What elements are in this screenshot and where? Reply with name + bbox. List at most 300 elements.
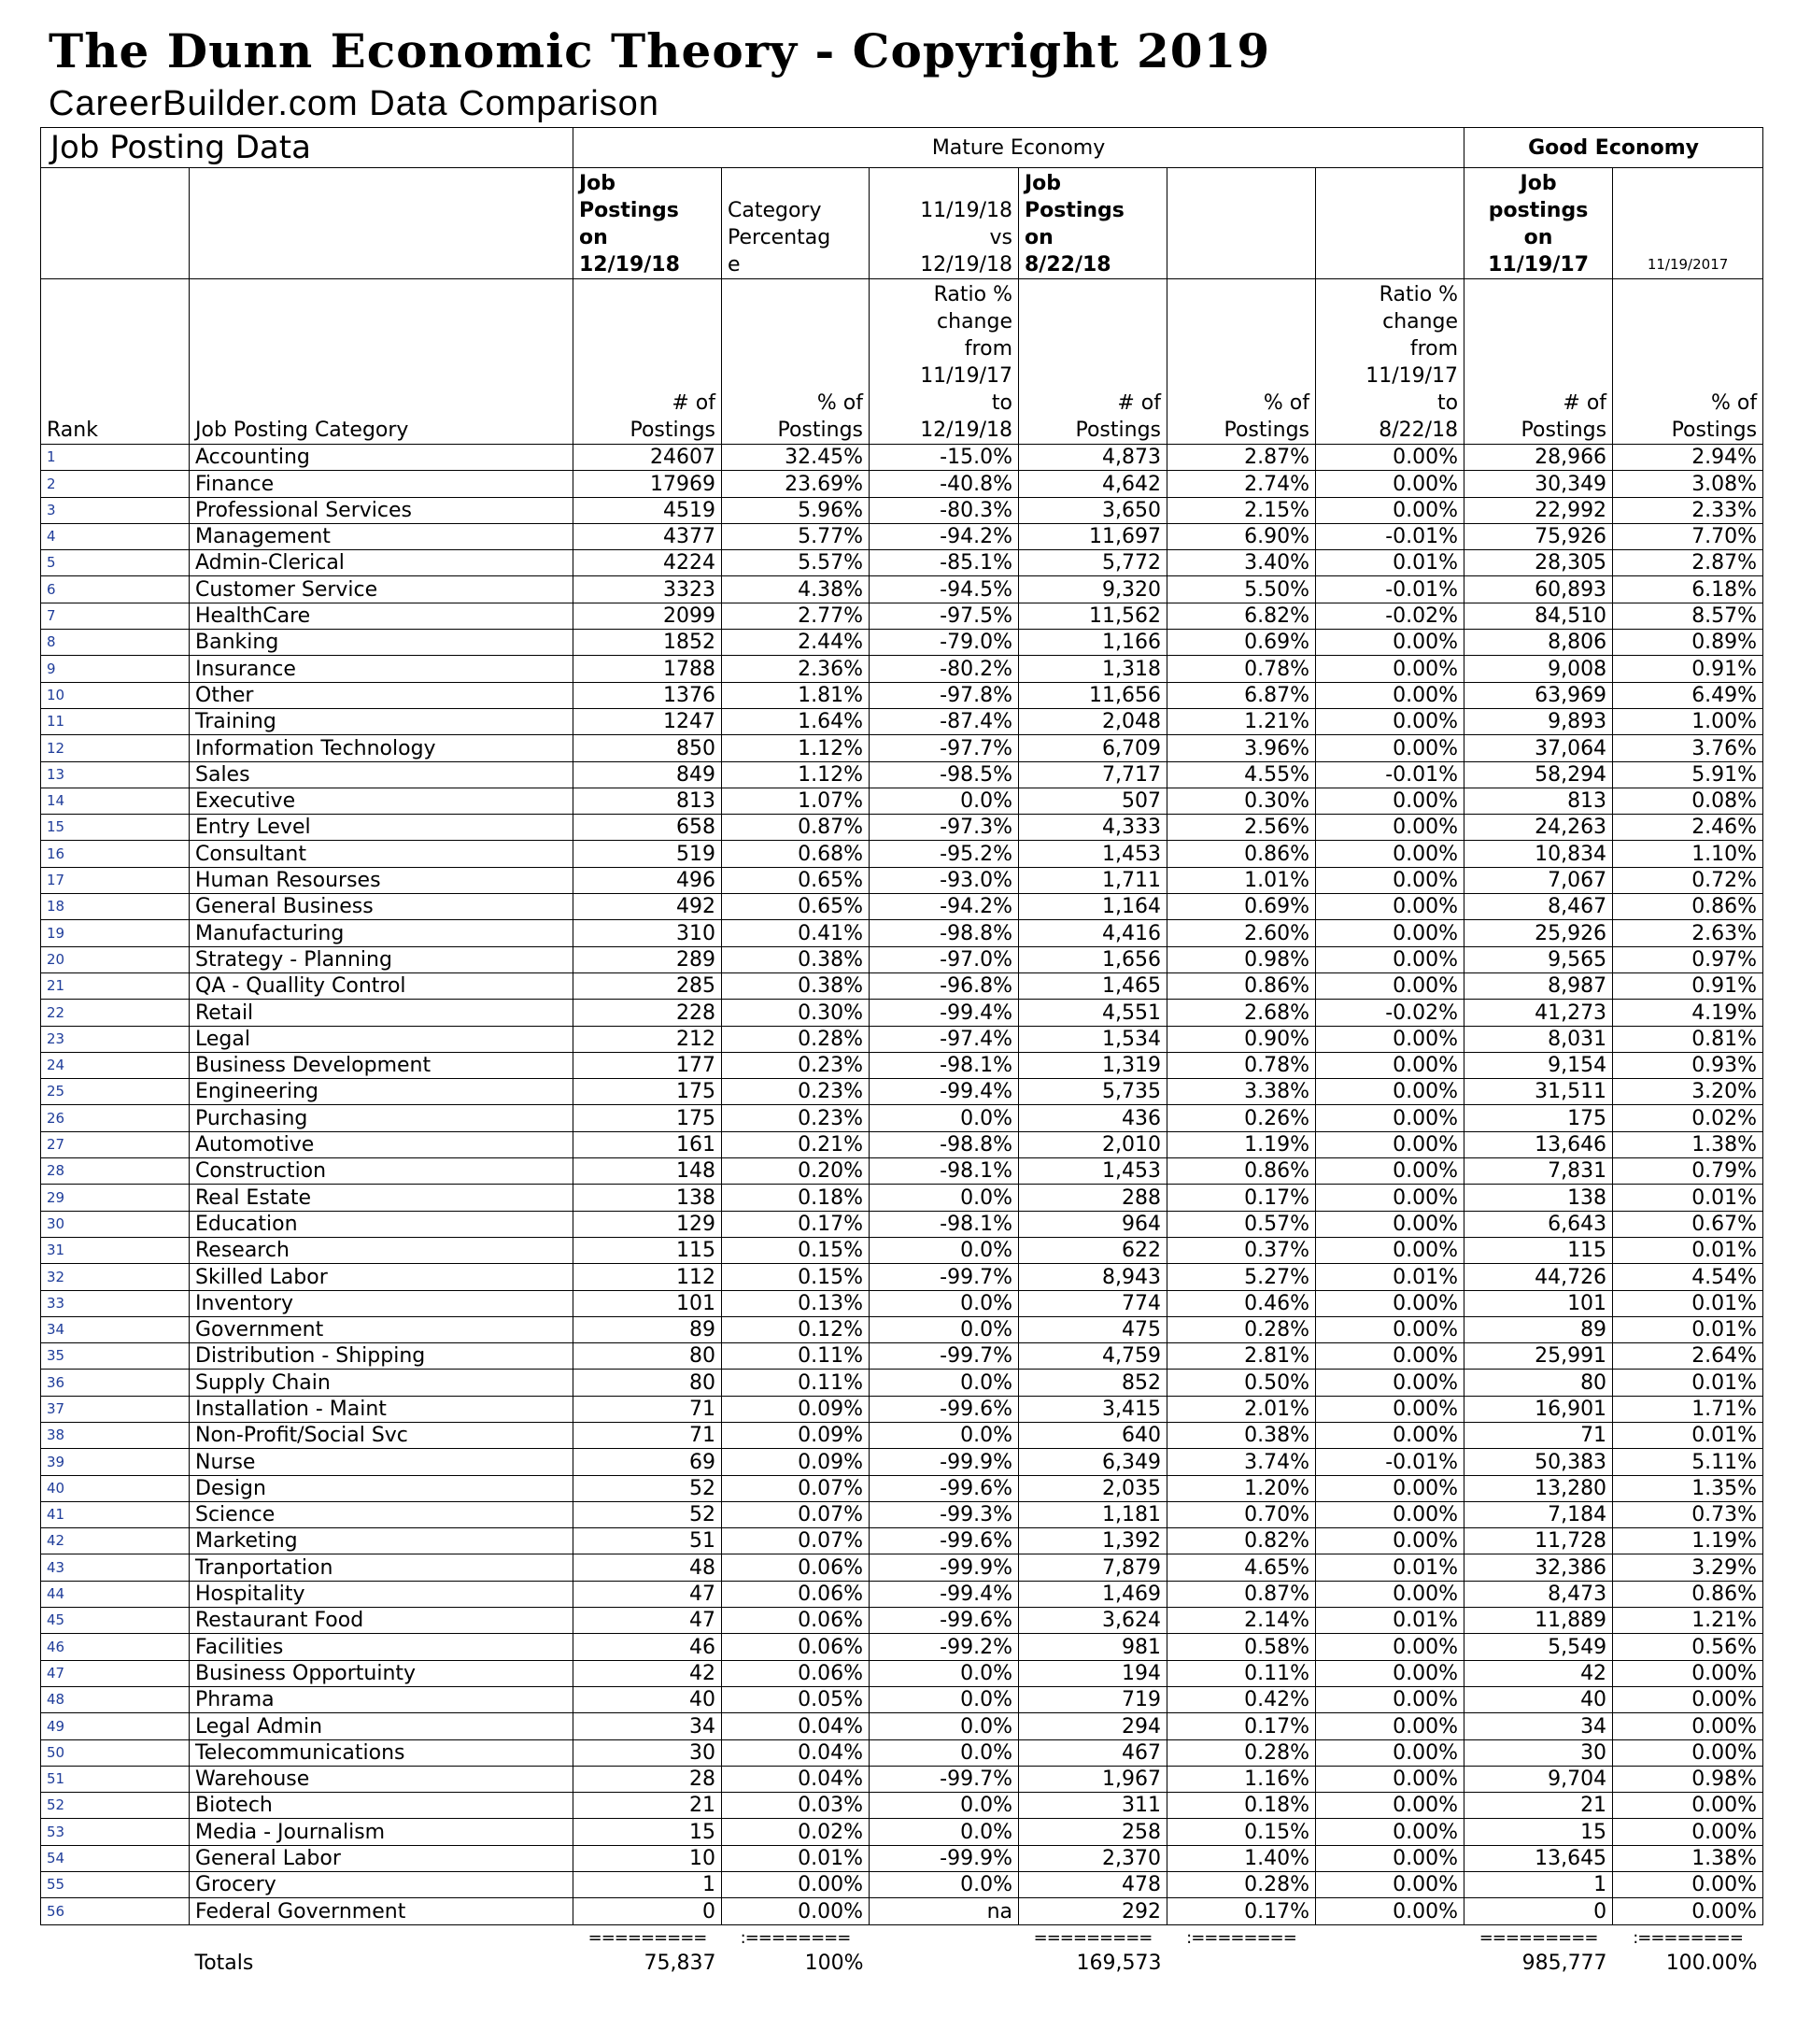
cell-category: Human Resourses xyxy=(190,867,573,893)
cell-ratio-change-8-22-18: 0.00% xyxy=(1316,471,1464,497)
cell-ratio-change-8-22-18: -0.01% xyxy=(1316,761,1464,788)
table-row xyxy=(41,656,1763,682)
cell-pct-12-19-18: 0.38% xyxy=(722,946,870,972)
cell-pct-11-19-17: 0.01% xyxy=(1613,1290,1763,1316)
cell-pct-11-19-17: 1.00% xyxy=(1613,708,1763,734)
header-line: 12/19/18 xyxy=(579,253,680,277)
cell-pct-11-19-17: 0.08% xyxy=(1613,788,1763,814)
cell-ratio-change-8-22-18: 0.01% xyxy=(1316,550,1464,576)
cell-postings-8-22-18: 2,370 xyxy=(1019,1845,1167,1871)
footer-blank xyxy=(1316,1924,1464,1951)
cell-category: Real Estate xyxy=(190,1185,573,1211)
cell-ratio-change-12-19-18: -94.5% xyxy=(870,576,1019,603)
cell-ratio-change-12-19-18: -80.2% xyxy=(870,656,1019,682)
cell-ratio-change-12-19-18: -94.2% xyxy=(870,894,1019,920)
header-line: vs xyxy=(989,226,1012,249)
header-line: % of xyxy=(1263,391,1309,415)
cell-pct-11-19-17: 0.01% xyxy=(1613,1422,1763,1448)
cell-pct-12-19-18: 1.64% xyxy=(722,708,870,734)
cell-rank: 27 xyxy=(41,1131,190,1157)
cell-postings-8-22-18: 436 xyxy=(1019,1105,1167,1131)
cell-ratio-change-8-22-18: 0.00% xyxy=(1316,1793,1464,1819)
cell-pct-8-22-18: 5.50% xyxy=(1167,576,1316,603)
cell-ratio-change-8-22-18: 0.00% xyxy=(1316,1739,1464,1766)
cell-pct-12-19-18: 0.17% xyxy=(722,1211,870,1237)
cell-postings-12-19-18: 148 xyxy=(573,1158,722,1185)
cell-pct-8-22-18: 0.82% xyxy=(1167,1528,1316,1554)
cell-pct-11-19-17: 3.20% xyxy=(1613,1079,1763,1105)
header-num-postings xyxy=(573,279,722,445)
cell-postings-11-19-17: 41,273 xyxy=(1464,1000,1613,1026)
cell-pct-8-22-18: 0.69% xyxy=(1167,894,1316,920)
cell-rank: 5 xyxy=(41,550,190,576)
cell-pct-8-22-18: 0.69% xyxy=(1167,630,1316,656)
cell-postings-11-19-17: 7,067 xyxy=(1464,867,1613,893)
cell-category: Management xyxy=(190,523,573,549)
cell-pct-11-19-17: 1.21% xyxy=(1613,1608,1763,1634)
cell-postings-11-19-17: 5,549 xyxy=(1464,1634,1613,1660)
cell-pct-8-22-18: 0.28% xyxy=(1167,1739,1316,1766)
cell-postings-12-19-18: 228 xyxy=(573,1000,722,1026)
cell-category: Facilities xyxy=(190,1634,573,1660)
cell-category: Manufacturing xyxy=(190,920,573,946)
cell-ratio-change-12-19-18: 0.0% xyxy=(870,1793,1019,1819)
cell-ratio-change-12-19-18: 0.0% xyxy=(870,1422,1019,1448)
cell-postings-8-22-18: 1,318 xyxy=(1019,656,1167,682)
header-cell-blank xyxy=(1316,168,1464,279)
cell-pct-11-19-17: 0.86% xyxy=(1613,1581,1763,1607)
cell-rank: 9 xyxy=(41,656,190,682)
cell-postings-8-22-18: 964 xyxy=(1019,1211,1167,1237)
cell-postings-12-19-18: 24607 xyxy=(573,445,722,471)
cell-ratio-change-8-22-18: 0.00% xyxy=(1316,1475,1464,1501)
cell-postings-11-19-17: 9,565 xyxy=(1464,946,1613,972)
cell-category: Engineering xyxy=(190,1079,573,1105)
cell-postings-12-19-18: 112 xyxy=(573,1264,722,1290)
header-cell-blank xyxy=(190,168,573,279)
cell-pct-8-22-18: 2.56% xyxy=(1167,815,1316,841)
cell-ratio-change-8-22-18: -0.02% xyxy=(1316,603,1464,629)
cell-postings-8-22-18: 1,656 xyxy=(1019,946,1167,972)
cell-category: Customer Service xyxy=(190,576,573,603)
cell-ratio-change-8-22-18: 0.00% xyxy=(1316,1343,1464,1370)
cell-ratio-change-8-22-18: 0.00% xyxy=(1316,1501,1464,1527)
cell-rank: 2 xyxy=(41,471,190,497)
cell-category: Non-Profit/Social Svc xyxy=(190,1422,573,1448)
cell-category: Federal Government xyxy=(190,1898,573,1924)
footer-blank xyxy=(1316,1951,1464,1976)
cell-pct-11-19-17: 0.79% xyxy=(1613,1158,1763,1185)
cell-postings-11-19-17: 25,926 xyxy=(1464,920,1613,946)
cell-postings-8-22-18: 7,879 xyxy=(1019,1554,1167,1581)
cell-pct-8-22-18: 0.86% xyxy=(1167,841,1316,867)
cell-category: QA - Quallity Control xyxy=(190,972,573,999)
cell-ratio-change-8-22-18: 0.00% xyxy=(1316,1872,1464,1898)
cell-pct-8-22-18: 2.81% xyxy=(1167,1343,1316,1370)
header-line: Postings xyxy=(579,199,679,222)
cell-ratio-change-8-22-18: 0.00% xyxy=(1316,946,1464,972)
header-line: Postings xyxy=(777,419,863,442)
cell-pct-12-19-18: 0.23% xyxy=(722,1105,870,1131)
cell-postings-11-19-17: 63,969 xyxy=(1464,682,1613,708)
cell-postings-8-22-18: 6,709 xyxy=(1019,735,1167,761)
cell-ratio-change-8-22-18: 0.00% xyxy=(1316,708,1464,734)
table-title: Job Posting Data xyxy=(41,128,573,168)
cell-rank: 48 xyxy=(41,1686,190,1712)
cell-pct-8-22-18: 3.38% xyxy=(1167,1079,1316,1105)
cell-postings-12-19-18: 496 xyxy=(573,867,722,893)
header-line: Category xyxy=(728,199,822,222)
cell-postings-11-19-17: 115 xyxy=(1464,1237,1613,1263)
cell-postings-12-19-18: 40 xyxy=(573,1686,722,1712)
cell-postings-11-19-17: 11,889 xyxy=(1464,1608,1613,1634)
cell-pct-8-22-18: 1.19% xyxy=(1167,1131,1316,1157)
header-line: # of xyxy=(1563,391,1607,415)
cell-ratio-change-8-22-18: 0.00% xyxy=(1316,1660,1464,1686)
footer-separator: ========= xyxy=(1033,1927,1153,1948)
cell-ratio-change-12-19-18: 0.0% xyxy=(870,1660,1019,1686)
cell-ratio-change-12-19-18: -99.4% xyxy=(870,1000,1019,1026)
cell-postings-8-22-18: 3,624 xyxy=(1019,1608,1167,1634)
cell-postings-11-19-17: 50,383 xyxy=(1464,1449,1613,1475)
cell-pct-12-19-18: 5.96% xyxy=(722,497,870,523)
cell-ratio-change-12-19-18: -99.9% xyxy=(870,1554,1019,1581)
table-row xyxy=(41,630,1763,656)
table-row xyxy=(41,1185,1763,1211)
cell-pct-8-22-18: 4.55% xyxy=(1167,761,1316,788)
cell-rank: 14 xyxy=(41,788,190,814)
cell-ratio-change-12-19-18: -87.4% xyxy=(870,708,1019,734)
cell-pct-11-19-17: 0.01% xyxy=(1613,1370,1763,1396)
header-line: Ratio % xyxy=(1379,283,1459,306)
cell-pct-12-19-18: 0.06% xyxy=(722,1608,870,1634)
cell-pct-11-19-17: 0.67% xyxy=(1613,1211,1763,1237)
cell-ratio-change-12-19-18: -97.7% xyxy=(870,735,1019,761)
cell-pct-12-19-18: 1.12% xyxy=(722,761,870,788)
cell-postings-8-22-18: 1,166 xyxy=(1019,630,1167,656)
cell-ratio-change-8-22-18: 0.00% xyxy=(1316,1898,1464,1924)
cell-rank: 21 xyxy=(41,972,190,999)
cell-ratio-change-12-19-18: -79.0% xyxy=(870,630,1019,656)
header-line: Job xyxy=(1025,172,1062,195)
header-line: 8/22/18 xyxy=(1025,253,1111,277)
table-row xyxy=(41,471,1763,497)
cell-category: Automotive xyxy=(190,1131,573,1157)
header-pct-postings xyxy=(722,279,870,445)
cell-postings-11-19-17: 8,031 xyxy=(1464,1026,1613,1052)
table-row xyxy=(41,1237,1763,1263)
cell-category: Restaurant Food xyxy=(190,1608,573,1634)
cell-category: HealthCare xyxy=(190,603,573,629)
cell-pct-8-22-18: 1.01% xyxy=(1167,867,1316,893)
table-row xyxy=(41,1793,1763,1819)
cell-ratio-change-12-19-18: -99.4% xyxy=(870,1581,1019,1607)
cell-rank: 47 xyxy=(41,1660,190,1686)
cell-ratio-change-12-19-18: -98.1% xyxy=(870,1052,1019,1078)
footer-separator: :======== xyxy=(740,1927,851,1948)
table-row xyxy=(41,1105,1763,1131)
cell-postings-12-19-18: 1788 xyxy=(573,656,722,682)
cell-pct-12-19-18: 0.01% xyxy=(722,1845,870,1871)
cell-postings-8-22-18: 1,469 xyxy=(1019,1581,1167,1607)
cell-category: Science xyxy=(190,1501,573,1527)
cell-postings-11-19-17: 89 xyxy=(1464,1316,1613,1342)
cell-pct-12-19-18: 2.77% xyxy=(722,603,870,629)
cell-rank: 17 xyxy=(41,867,190,893)
header-line: on xyxy=(1523,226,1553,249)
band-good-economy: Good Economy xyxy=(1464,128,1763,168)
cell-postings-12-19-18: 177 xyxy=(573,1052,722,1078)
cell-postings-8-22-18: 1,534 xyxy=(1019,1026,1167,1052)
table-row xyxy=(41,1581,1763,1607)
header-line: # of xyxy=(1117,391,1161,415)
cell-category: Finance xyxy=(190,471,573,497)
cell-postings-12-19-18: 30 xyxy=(573,1739,722,1766)
cell-pct-11-19-17: 0.00% xyxy=(1613,1819,1763,1845)
cell-pct-11-19-17: 5.11% xyxy=(1613,1449,1763,1475)
cell-ratio-change-12-19-18: 0.0% xyxy=(870,1713,1019,1739)
cell-postings-8-22-18: 1,711 xyxy=(1019,867,1167,893)
table-row xyxy=(41,1739,1763,1766)
cell-pct-8-22-18: 6.82% xyxy=(1167,603,1316,629)
total-pct-11-19-17: 100.00% xyxy=(1665,1952,1758,1976)
cell-postings-12-19-18: 10 xyxy=(573,1845,722,1871)
cell-ratio-change-12-19-18: 0.0% xyxy=(870,1185,1019,1211)
cell-postings-11-19-17: 6,643 xyxy=(1464,1211,1613,1237)
table-row xyxy=(41,1898,1763,1924)
header-postings-8-22-18 xyxy=(1019,168,1167,279)
cell-pct-12-19-18: 32.45% xyxy=(722,445,870,471)
header-cell-blank xyxy=(41,168,190,279)
cell-ratio-change-12-19-18: -99.6% xyxy=(870,1396,1019,1422)
cell-pct-12-19-18: 0.65% xyxy=(722,867,870,893)
cell-postings-12-19-18: 17969 xyxy=(573,471,722,497)
cell-pct-11-19-17: 1.35% xyxy=(1613,1475,1763,1501)
cell-ratio-change-12-19-18: -94.2% xyxy=(870,523,1019,549)
cell-pct-11-19-17: 6.18% xyxy=(1613,576,1763,603)
cell-postings-11-19-17: 101 xyxy=(1464,1290,1613,1316)
cell-pct-8-22-18: 0.42% xyxy=(1167,1686,1316,1712)
cell-ratio-change-8-22-18: 0.00% xyxy=(1316,630,1464,656)
cell-postings-8-22-18: 1,465 xyxy=(1019,972,1167,999)
cell-rank: 46 xyxy=(41,1634,190,1660)
cell-pct-8-22-18: 2.60% xyxy=(1167,920,1316,946)
cell-pct-11-19-17: 0.91% xyxy=(1613,656,1763,682)
cell-postings-8-22-18: 194 xyxy=(1019,1660,1167,1686)
table-row xyxy=(41,1316,1763,1342)
cell-pct-11-19-17: 0.89% xyxy=(1613,630,1763,656)
header-line: Ratio % xyxy=(933,283,1012,306)
cell-ratio-change-12-19-18: -97.4% xyxy=(870,1026,1019,1052)
cell-postings-8-22-18: 719 xyxy=(1019,1686,1167,1712)
cell-postings-11-19-17: 42 xyxy=(1464,1660,1613,1686)
cell-ratio-change-8-22-18: 0.00% xyxy=(1316,1422,1464,1448)
cell-ratio-change-8-22-18: 0.00% xyxy=(1316,1131,1464,1157)
cell-pct-12-19-18: 0.00% xyxy=(722,1898,870,1924)
cell-ratio-change-8-22-18: 0.00% xyxy=(1316,1105,1464,1131)
cell-ratio-change-8-22-18: 0.00% xyxy=(1316,867,1464,893)
cell-pct-11-19-17: 0.81% xyxy=(1613,1026,1763,1052)
cell-ratio-change-8-22-18: -0.02% xyxy=(1316,1000,1464,1026)
cell-pct-12-19-18: 0.06% xyxy=(722,1581,870,1607)
cell-postings-12-19-18: 80 xyxy=(573,1370,722,1396)
cell-pct-12-19-18: 2.36% xyxy=(722,656,870,682)
cell-ratio-change-12-19-18: 0.0% xyxy=(870,1739,1019,1766)
cell-pct-8-22-18: 0.70% xyxy=(1167,1501,1316,1527)
header-line: Postings xyxy=(1671,419,1758,442)
header-line: to xyxy=(1436,391,1459,415)
cell-rank: 55 xyxy=(41,1872,190,1898)
cell-postings-11-19-17: 75,926 xyxy=(1464,523,1613,549)
cell-postings-11-19-17: 9,893 xyxy=(1464,708,1613,734)
cell-rank: 12 xyxy=(41,735,190,761)
cell-postings-12-19-18: 47 xyxy=(573,1581,722,1607)
cell-postings-8-22-18: 7,717 xyxy=(1019,761,1167,788)
cell-pct-8-22-18: 0.58% xyxy=(1167,1634,1316,1660)
cell-ratio-change-8-22-18: 0.00% xyxy=(1316,445,1464,471)
table-row xyxy=(41,1264,1763,1290)
cell-ratio-change-8-22-18: 0.00% xyxy=(1316,735,1464,761)
cell-postings-12-19-18: 71 xyxy=(573,1396,722,1422)
cell-pct-12-19-18: 0.28% xyxy=(722,1026,870,1052)
page-subtitle: CareerBuilder.com Data Comparison xyxy=(49,84,659,123)
table-row xyxy=(41,761,1763,788)
cell-pct-12-19-18: 5.77% xyxy=(722,523,870,549)
cell-pct-8-22-18: 2.87% xyxy=(1167,445,1316,471)
cell-pct-12-19-18: 0.07% xyxy=(722,1528,870,1554)
cell-pct-12-19-18: 23.69% xyxy=(722,471,870,497)
cell-ratio-change-8-22-18: 0.00% xyxy=(1316,1052,1464,1078)
cell-pct-8-22-18: 1.16% xyxy=(1167,1766,1316,1792)
cell-pct-8-22-18: 0.50% xyxy=(1167,1370,1316,1396)
cell-postings-12-19-18: 4224 xyxy=(573,550,722,576)
header-line: on xyxy=(1025,226,1054,249)
table-row xyxy=(41,1000,1763,1026)
header-line: change xyxy=(1382,310,1459,334)
cell-pct-12-19-18: 4.38% xyxy=(722,576,870,603)
cell-category: Strategy - Planning xyxy=(190,946,573,972)
cell-pct-12-19-18: 0.11% xyxy=(722,1343,870,1370)
cell-ratio-change-8-22-18: 0.00% xyxy=(1316,682,1464,708)
cell-ratio-change-8-22-18: -0.01% xyxy=(1316,576,1464,603)
cell-postings-12-19-18: 658 xyxy=(573,815,722,841)
cell-postings-8-22-18: 5,735 xyxy=(1019,1079,1167,1105)
cell-category: Accounting xyxy=(190,445,573,471)
cell-postings-11-19-17: 813 xyxy=(1464,788,1613,814)
header-line: Percentag xyxy=(728,226,831,249)
cell-postings-12-19-18: 52 xyxy=(573,1475,722,1501)
table-row xyxy=(41,1158,1763,1185)
cell-postings-11-19-17: 8,467 xyxy=(1464,894,1613,920)
cell-pct-11-19-17: 0.72% xyxy=(1613,867,1763,893)
cell-pct-12-19-18: 0.30% xyxy=(722,1000,870,1026)
cell-category: Admin-Clerical xyxy=(190,550,573,576)
cell-postings-8-22-18: 2,035 xyxy=(1019,1475,1167,1501)
cell-category: Retail xyxy=(190,1000,573,1026)
cell-postings-12-19-18: 101 xyxy=(573,1290,722,1316)
cell-rank: 16 xyxy=(41,841,190,867)
cell-pct-8-22-18: 2.15% xyxy=(1167,497,1316,523)
cell-rank: 33 xyxy=(41,1290,190,1316)
cell-rank: 49 xyxy=(41,1713,190,1739)
cell-rank: 24 xyxy=(41,1052,190,1078)
table-row xyxy=(41,523,1763,549)
header-line: 11/19/17 xyxy=(920,364,1012,388)
cell-category: Warehouse xyxy=(190,1766,573,1792)
cell-ratio-change-12-19-18: -99.9% xyxy=(870,1845,1019,1871)
cell-postings-12-19-18: 1247 xyxy=(573,708,722,734)
cell-postings-11-19-17: 60,893 xyxy=(1464,576,1613,603)
cell-pct-11-19-17: 0.02% xyxy=(1613,1105,1763,1131)
total-pct-12-19-18: 100% xyxy=(804,1952,864,1976)
cell-ratio-change-12-19-18: 0.0% xyxy=(870,1316,1019,1342)
cell-postings-12-19-18: 212 xyxy=(573,1026,722,1052)
cell-pct-8-22-18: 1.20% xyxy=(1167,1475,1316,1501)
table-row xyxy=(41,1052,1763,1078)
header-line: Postings xyxy=(1075,419,1161,442)
table-row xyxy=(41,1528,1763,1554)
cell-pct-11-19-17: 2.64% xyxy=(1613,1343,1763,1370)
cell-postings-12-19-18: 0 xyxy=(573,1898,722,1924)
cell-postings-8-22-18: 5,772 xyxy=(1019,550,1167,576)
cell-postings-8-22-18: 1,453 xyxy=(1019,1158,1167,1185)
cell-postings-8-22-18: 622 xyxy=(1019,1237,1167,1263)
cell-ratio-change-8-22-18: 0.00% xyxy=(1316,1237,1464,1263)
cell-pct-11-19-17: 8.57% xyxy=(1613,603,1763,629)
cell-postings-8-22-18: 292 xyxy=(1019,1898,1167,1924)
cell-ratio-change-12-19-18: -99.7% xyxy=(870,1264,1019,1290)
cell-category: Inventory xyxy=(190,1290,573,1316)
cell-pct-8-22-18: 0.30% xyxy=(1167,788,1316,814)
header-category: Job Posting Category xyxy=(190,279,573,445)
table-row xyxy=(41,1475,1763,1501)
cell-postings-8-22-18: 294 xyxy=(1019,1713,1167,1739)
cell-postings-12-19-18: 52 xyxy=(573,1501,722,1527)
cell-pct-12-19-18: 0.07% xyxy=(722,1475,870,1501)
cell-pct-8-22-18: 1.40% xyxy=(1167,1845,1316,1871)
cell-pct-12-19-18: 0.02% xyxy=(722,1819,870,1845)
cell-ratio-change-12-19-18: -99.9% xyxy=(870,1449,1019,1475)
cell-postings-8-22-18: 640 xyxy=(1019,1422,1167,1448)
cell-pct-8-22-18: 3.40% xyxy=(1167,550,1316,576)
cell-ratio-change-12-19-18: -99.3% xyxy=(870,1501,1019,1527)
cell-ratio-change-12-19-18: 0.0% xyxy=(870,1237,1019,1263)
cell-postings-12-19-18: 3323 xyxy=(573,576,722,603)
cell-rank: 29 xyxy=(41,1185,190,1211)
cell-postings-12-19-18: 28 xyxy=(573,1766,722,1792)
cell-pct-8-22-18: 0.90% xyxy=(1167,1026,1316,1052)
cell-pct-11-19-17: 0.01% xyxy=(1613,1316,1763,1342)
cell-postings-11-19-17: 34 xyxy=(1464,1713,1613,1739)
cell-category: Construction xyxy=(190,1158,573,1185)
cell-postings-11-19-17: 80 xyxy=(1464,1370,1613,1396)
cell-ratio-change-12-19-18: 0.0% xyxy=(870,788,1019,814)
cell-pct-11-19-17: 0.00% xyxy=(1613,1686,1763,1712)
cell-pct-8-22-18: 0.17% xyxy=(1167,1185,1316,1211)
table-row xyxy=(41,735,1763,761)
header-line: 11/19/18 xyxy=(920,199,1012,222)
cell-ratio-change-8-22-18: 0.00% xyxy=(1316,1396,1464,1422)
cell-postings-8-22-18: 478 xyxy=(1019,1872,1167,1898)
cell-rank: 40 xyxy=(41,1475,190,1501)
cell-pct-12-19-18: 0.20% xyxy=(722,1158,870,1185)
cell-ratio-change-8-22-18: 0.00% xyxy=(1316,972,1464,999)
cell-rank: 36 xyxy=(41,1370,190,1396)
cell-pct-12-19-18: 0.09% xyxy=(722,1422,870,1448)
cell-postings-12-19-18: 289 xyxy=(573,946,722,972)
cell-ratio-change-12-19-18: 0.0% xyxy=(870,1819,1019,1845)
table-row xyxy=(41,1026,1763,1052)
